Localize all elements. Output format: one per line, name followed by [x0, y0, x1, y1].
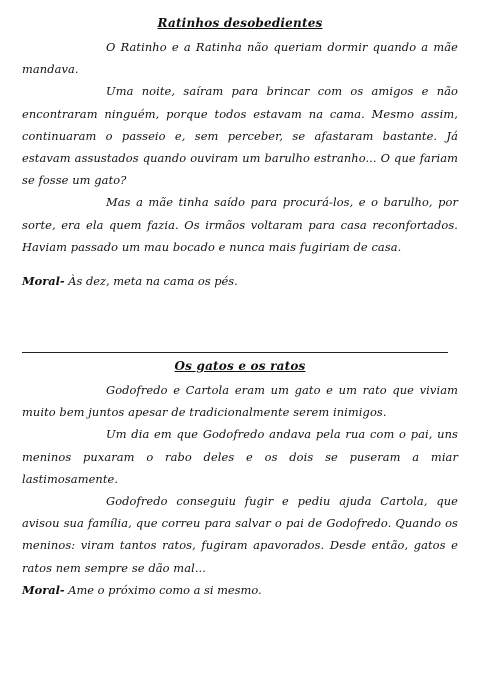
story-moral [22, 579, 458, 601]
story-paragraph: Godofredo conseguiu fugir e pediu ajuda Cartola, que avisou sua família, que correu para salvar o pai de Godofredo. Quando os meninos: viram tantos ratos, fugiram apavorados. Desde então, gatos e ratos nem sempre se dão mal... [22, 494, 458, 575]
story-title: Ratinhos desobedientes [157, 16, 323, 30]
story-paragraph: O Ratinho e a Ratinha não queriam dormir quando a mãe mandava. [22, 40, 458, 77]
story-paragraph: Godofredo e Cartola eram um gato e um rato que viviam muito bem juntos apesar de tradicionalmente serem inimigos. [22, 383, 458, 420]
story-moral [22, 270, 458, 292]
moral-text: Às dez, meta na cama os pés. [68, 274, 238, 289]
story-paragraph: Uma noite, saíram para brincar com os amigos e não encontraram ninguém, porque todos estavam na cama. Mesmo assim, continuaram o passeio e, sem perceber, se afastaram bastante. Já estavam assustados quando ouviram um barulho estranho... O que fariam se fosse um gato? [22, 84, 458, 188]
moral-label: Moral- [22, 274, 65, 289]
story-paragraph: Mas a mãe tinha saído para procurá-los, e o barulho, por sorte, era ela quem fazia. Os irmãos voltaram para casa reconfortados. Haviam passado um mau bocado e nunca mais fugiriam de casa. [22, 195, 458, 254]
moral-label: Moral- [22, 582, 65, 597]
moral-text: Ame o próximo como a si mesmo. [68, 582, 262, 597]
story-ratinhos [22, 6, 458, 292]
story-title: Os gatos e os ratos [174, 359, 306, 373]
story-paragraph: Um dia em que Godofredo andava pela rua com o pai, uns meninos puxaram o rabo deles e os dois se puseram a miar lastimosamente. [22, 427, 458, 486]
story-gatos-ratos [22, 349, 458, 601]
